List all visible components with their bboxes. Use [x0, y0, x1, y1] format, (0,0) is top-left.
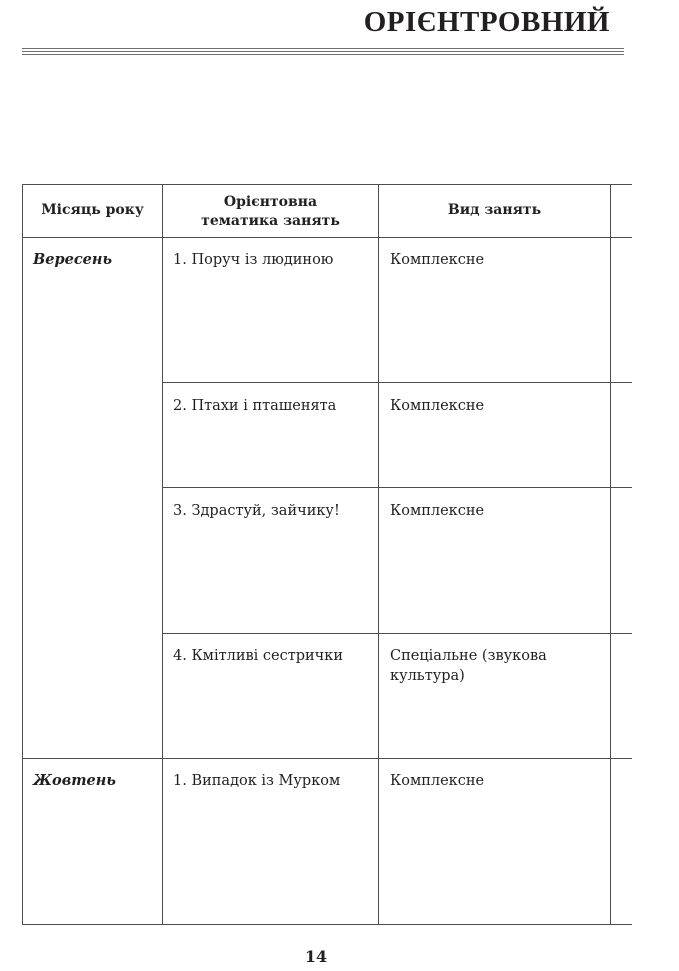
column-header-month: Місяць року: [41, 202, 144, 218]
title-rule: [22, 51, 624, 52]
row-divider: [162, 382, 632, 383]
session-topic: 1. Випадок із Мурком: [173, 773, 341, 789]
table-border-left: [22, 184, 23, 925]
session-topic: 4. Кмітливі сестрички: [173, 648, 343, 664]
column-divider: [610, 184, 611, 925]
session-topic: 1. Поруч із людиною: [173, 252, 334, 268]
session-type: Комплексне: [390, 773, 485, 789]
month-label: Вересень: [33, 251, 113, 268]
page-number: 14: [304, 947, 328, 966]
title-rule: [22, 54, 624, 55]
table-border-top: [22, 184, 632, 185]
column-header-topic: [163, 193, 378, 231]
session-type-line: культура): [390, 668, 465, 684]
row-divider: [162, 633, 632, 634]
session-type: Комплексне: [390, 503, 485, 519]
title-rule: [22, 48, 624, 49]
column-header-type: Вид занять: [447, 202, 542, 218]
column-divider: [378, 184, 379, 925]
column-header-topic-line: тематика занять: [201, 213, 340, 229]
table-border-bottom: [22, 924, 632, 925]
lesson-plan-table: [22, 184, 632, 925]
session-type: Комплексне: [390, 398, 485, 414]
header-divider: [22, 237, 632, 238]
row-divider: [162, 487, 632, 488]
month-divider: [22, 758, 632, 759]
session-topic: 2. Птахи і пташенята: [173, 398, 337, 414]
page-title: ОРІЄНТРОВНИЙ: [363, 6, 610, 38]
session-topic: 3. Здрастуй, зайчику!: [173, 503, 340, 519]
session-type: Комплексне: [390, 252, 485, 268]
session-type: [390, 646, 547, 686]
month-label: Жовтень: [33, 772, 116, 789]
column-divider: [162, 184, 163, 925]
column-header-topic-line: Орієнтовна: [223, 194, 318, 210]
session-type-line: Спеціальне (звукова: [390, 648, 547, 664]
